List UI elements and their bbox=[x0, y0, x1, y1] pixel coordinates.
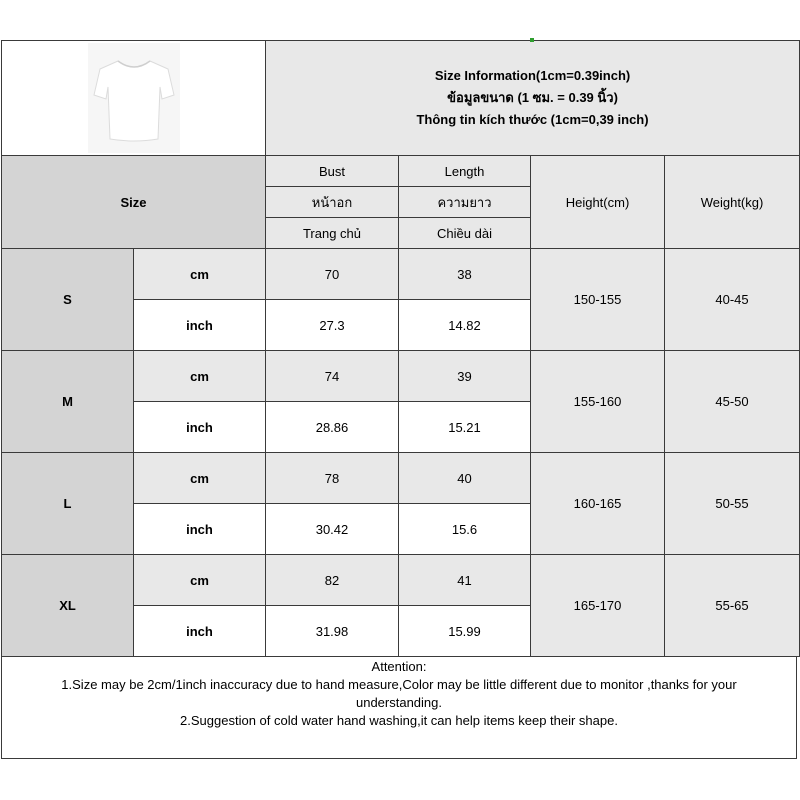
bust-cm: 78 bbox=[266, 453, 399, 504]
bust-header-vi: Trang chủ bbox=[266, 218, 399, 249]
unit-cm: cm bbox=[134, 555, 266, 606]
height-range: 160-165 bbox=[531, 453, 665, 555]
bust-inch: 27.3 bbox=[266, 300, 399, 351]
notes-heading: Attention: bbox=[371, 659, 427, 674]
unit-cm: cm bbox=[134, 453, 266, 504]
size-letter: M bbox=[2, 351, 134, 453]
table-row bbox=[2, 249, 800, 300]
bust-inch: 31.98 bbox=[266, 606, 399, 657]
title-english: Size Information(1cm=0.39inch) bbox=[434, 68, 631, 83]
size-letter: S bbox=[2, 249, 134, 351]
notes-line-1: 1.Size may be 2cm/1inch inaccuracy due to hand measure,Color may be little different due to monitor ,thanks for your understanding. bbox=[61, 677, 737, 710]
product-image-cell bbox=[2, 41, 266, 156]
unit-inch: inch bbox=[134, 402, 266, 453]
unit-cm: cm bbox=[134, 351, 266, 402]
bust-header-th: หน้าอก bbox=[266, 187, 399, 218]
length-cm: 39 bbox=[399, 351, 531, 402]
crop-top-shirt-icon bbox=[88, 43, 180, 153]
size-table bbox=[1, 40, 800, 657]
length-inch: 15.21 bbox=[399, 402, 531, 453]
weight-range: 55-65 bbox=[665, 555, 800, 657]
size-letter: L bbox=[2, 453, 134, 555]
length-header-th: ความยาว bbox=[399, 187, 531, 218]
weight-range: 50-55 bbox=[665, 453, 800, 555]
size-heading: Size bbox=[2, 156, 266, 249]
green-corner-mark bbox=[530, 38, 534, 42]
length-header-vi: Chiều dài bbox=[399, 218, 531, 249]
bust-inch: 28.86 bbox=[266, 402, 399, 453]
title-vietnamese: Thông tin kích thước (1cm=0,39 inch) bbox=[416, 112, 649, 127]
height-range: 150-155 bbox=[531, 249, 665, 351]
height-range: 155-160 bbox=[531, 351, 665, 453]
bust-header-en: Bust bbox=[266, 156, 399, 187]
length-cm: 41 bbox=[399, 555, 531, 606]
weight-range: 45-50 bbox=[665, 351, 800, 453]
table-row bbox=[2, 555, 800, 606]
length-inch: 15.99 bbox=[399, 606, 531, 657]
attention-notes bbox=[1, 657, 797, 759]
table-row bbox=[2, 453, 800, 504]
table-row bbox=[2, 351, 800, 402]
length-inch: 14.82 bbox=[399, 300, 531, 351]
length-cm: 40 bbox=[399, 453, 531, 504]
notes-line-2: 2.Suggestion of cold water hand washing,it can help items keep their shape. bbox=[180, 713, 618, 728]
unit-inch: inch bbox=[134, 504, 266, 555]
size-letter: XL bbox=[2, 555, 134, 657]
weight-header: Weight(kg) bbox=[665, 156, 800, 249]
height-range: 165-170 bbox=[531, 555, 665, 657]
size-chart bbox=[1, 40, 799, 760]
bust-cm: 82 bbox=[266, 555, 399, 606]
bust-inch: 30.42 bbox=[266, 504, 399, 555]
weight-range: 40-45 bbox=[665, 249, 800, 351]
bust-cm: 70 bbox=[266, 249, 399, 300]
height-header: Height(cm) bbox=[531, 156, 665, 249]
length-inch: 15.6 bbox=[399, 504, 531, 555]
unit-inch: inch bbox=[134, 300, 266, 351]
unit-cm: cm bbox=[134, 249, 266, 300]
length-cm: 38 bbox=[399, 249, 531, 300]
length-header-en: Length bbox=[399, 156, 531, 187]
unit-inch: inch bbox=[134, 606, 266, 657]
bust-cm: 74 bbox=[266, 351, 399, 402]
title-cell bbox=[266, 41, 800, 156]
title-thai: ข้อมูลขนาด (1 ซม. = 0.39 นิ้ว) bbox=[447, 90, 618, 105]
